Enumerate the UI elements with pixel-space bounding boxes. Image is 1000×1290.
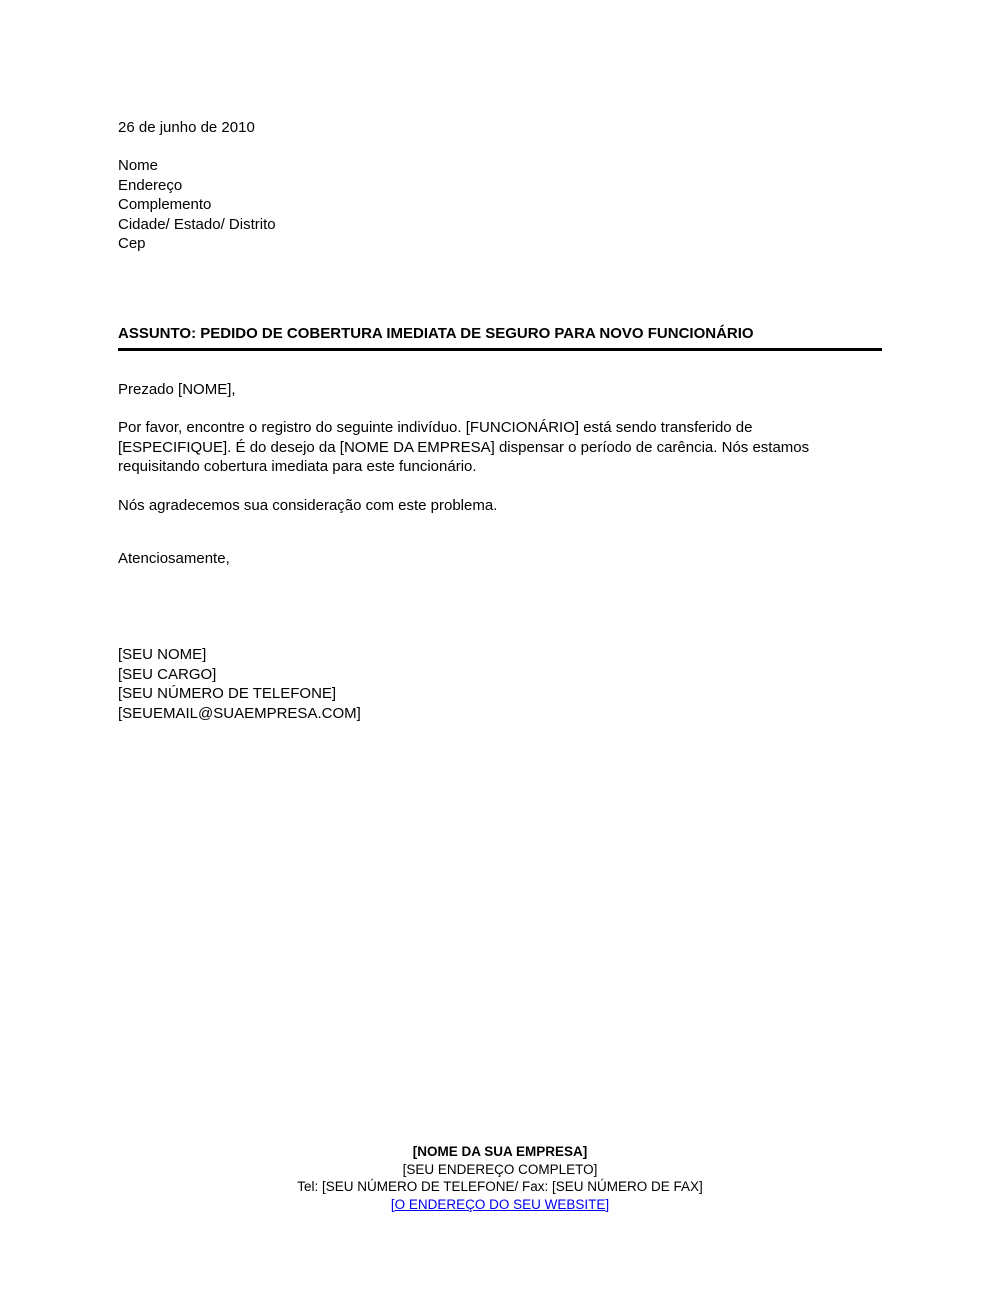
salutation: Prezado [NOME],: [118, 381, 236, 398]
footer-website-row: [0, 1196, 1000, 1214]
recipient-line-address: Endereço: [118, 176, 183, 194]
signature-email: [SEUEMAIL@SUAEMPRESA.COM]: [118, 704, 361, 722]
closing: Atenciosamente,: [118, 550, 230, 567]
body-paragraph-1: [118, 418, 809, 477]
recipient-block: [118, 156, 276, 254]
letter-date: 26 de junho de 2010: [118, 119, 255, 136]
footer-company-name: [NOME DA SUA EMPRESA]: [412, 1144, 588, 1159]
signature-block: [118, 645, 361, 723]
body-paragraph-2: Nós agradecemos sua consideração com este problema.: [118, 497, 498, 514]
footer-website-link[interactable]: [O ENDEREÇO DO SEU WEBSITE]: [390, 1196, 610, 1212]
subject-line: ASSUNTO: PEDIDO DE COBERTURA IMEDIATA DE SEGURO PARA NOVO FUNCIONÁRIO: [118, 325, 754, 342]
signature-name: [SEU NOME]: [118, 646, 207, 663]
recipient-line-city: Cidade/ Estado/ Distrito: [118, 215, 276, 233]
signature-phone: [SEU NÚMERO DE TELEFONE]: [118, 685, 337, 702]
footer-tel-fax: Tel: [SEU NÚMERO DE TELEFONE/ Fax: [SEU NÚMERO DE FAX]: [297, 1179, 703, 1195]
subject-divider: [118, 348, 882, 351]
recipient-line-name: Nome: [118, 157, 159, 174]
recipient-line-complement: Complemento: [118, 196, 212, 213]
body-paragraph-1-line: [ESPECIFIQUE]. É do desejo da [NOME DA EMPRESA] dispensar o período de carência. Nós estamos: [118, 438, 810, 456]
signature-title: [SEU CARGO]: [118, 665, 217, 683]
footer-block: [0, 1143, 1000, 1213]
body-paragraph-1-line: Por favor, encontre o registro do seguinte indivíduo. [FUNCIONÁRIO] está sendo transferido de: [118, 419, 753, 436]
body-paragraph-1-line: requisitando cobertura imediata para este funcionário.: [118, 458, 477, 475]
recipient-line-zip: Cep: [118, 235, 146, 252]
footer-address: [SEU ENDEREÇO COMPLETO]: [402, 1161, 598, 1177]
